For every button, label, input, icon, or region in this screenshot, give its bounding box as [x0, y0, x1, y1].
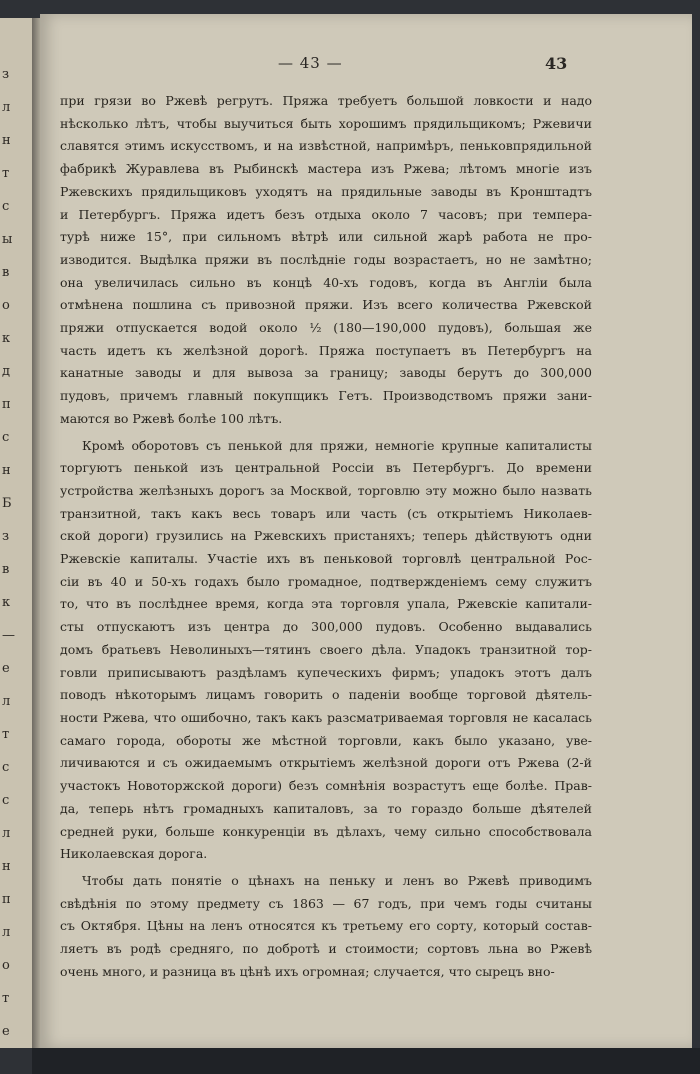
text-line: пудовъ, причемъ главный покупщикъ Гетъ. Производствомъ пряжи зани- [60, 388, 592, 404]
prev-page-fragment: о [2, 299, 10, 312]
text-line: сты отпускаютъ изъ центра до 300,000 пудовъ. Особенно выдавались [60, 619, 592, 635]
text-line: участокъ Новоторжской дороги) безъ сомнѣнія возрастутъ еще болѣе. Прав- [60, 778, 592, 794]
prev-page-fragment: т [2, 167, 10, 180]
text-line: ской дороги) грузились на Ржевскихъ пристаняхъ; теперь дѣйствуютъ одни [60, 528, 592, 544]
text-line: то, что въ послѣднее время, когда эта торговля упала, Ржевскіе капитали- [60, 596, 592, 612]
paragraph [60, 90, 592, 431]
prev-page-fragment: д [2, 365, 11, 378]
prev-page-fragment: л [2, 695, 11, 708]
text-line: маются во Ржевѣ болѣе 100 лѣтъ. [60, 410, 283, 426]
prev-page-fragment: н [2, 860, 11, 873]
paragraph [60, 435, 592, 866]
book-bottom-shadow [32, 1048, 700, 1074]
prev-page-fragment: к [2, 332, 11, 345]
prev-page-fragment: л [2, 827, 11, 840]
text-line: ляетъ въ родѣ средняго, по добротѣ и стоимости; сортовъ льна во Ржевѣ [60, 941, 592, 957]
text-line: пряжи отпускается водой около ½ (180—190,000 пудовъ), большая же [60, 320, 592, 336]
text-line: транзитной, такъ какъ весь товаръ или часть (съ открытіемъ Николаев- [60, 505, 592, 521]
prev-page-fragment: с [2, 431, 10, 444]
prev-page-fragment: в [2, 563, 10, 576]
text-line: личиваются и съ ожидаемымъ открытіемъ желѣзной дороги отъ Ржева (2-й [60, 755, 592, 771]
prev-page-fragment: н [2, 134, 11, 147]
text-line: свѣдѣнія по этому предмету съ 1863 — 67 годъ, при чемъ годы считаны [60, 895, 592, 911]
text-line: очень много, и разница въ цѣнѣ ихъ огромная; случается, что сырецъ вно- [60, 963, 555, 979]
prev-page-fragment: п [2, 398, 11, 411]
text-line: фабрикѣ Журавлева въ Рыбинскѣ мастера изъ Ржева; лѣтомъ многіе изъ [60, 161, 592, 177]
prev-page-fragment: т [2, 992, 10, 1005]
prev-page-fragment: в [2, 266, 10, 279]
text-line: торгуютъ пенькой изъ центральной Россіи въ Петербургъ. До времени [60, 460, 592, 476]
prev-page-fragment: т [2, 728, 10, 741]
prev-page-fragment: п [2, 893, 11, 906]
text-line: говли приписываютъ раздѣламъ купеческихъ фирмъ; упадокъ этотъ далъ [60, 664, 592, 680]
prev-page-fragment: с [2, 761, 10, 774]
text-line: Николаевская дорога. [60, 846, 208, 862]
paragraph [60, 870, 592, 984]
text-line: средней руки, больше конкуренціи въ дѣлахъ, чему сильно способствовала [60, 823, 592, 839]
text-line: Ржевскіе капиталы. Участіе ихъ въ пеньковой торговлѣ центральной Рос- [60, 551, 592, 567]
prev-page-fragment: о [2, 959, 10, 972]
text-line: при грязи во Ржевѣ регрутъ. Пряжа требуетъ большой ловкости и надо [60, 93, 592, 108]
book-page [40, 14, 692, 1048]
prev-page-fragment: — [2, 629, 15, 642]
prev-page-fragment: ы [2, 233, 13, 246]
text-line: поводъ нѣкоторымъ лицамъ говорить о паденіи вообще торговой дѣятель- [60, 687, 592, 703]
text-line: Кромѣ оборотовъ съ пенькой для пряжи, немногіе крупные капиталисты [82, 437, 592, 453]
text-line: домъ братьевъ Неволиныхъ—тятинъ своего дѣла. Упадокъ транзитной тор- [60, 641, 592, 657]
text-line: съ Октября. Цѣны на ленъ относятся къ третьему его сорту, который состав- [60, 918, 592, 934]
text-line: Ржевскихъ прядильщиковъ уходятъ на прядильные заводы въ Кронштадтъ [60, 183, 592, 199]
text-line: турѣ ниже 15°, при сильномъ вѣтрѣ или сильной жарѣ работа не про- [60, 229, 592, 245]
prev-page-fragment: с [2, 200, 10, 213]
text-line: сіи въ 40 и 50-хъ годахъ было громадное, подтвержденіемъ сему служитъ [60, 573, 592, 589]
page-number-corner: 43 [545, 54, 568, 73]
prev-page-fragment: з [2, 530, 10, 543]
text-line: часть идетъ къ желѣзной дорогѣ. Пряжа поступаетъ въ Петербургъ на [60, 342, 592, 358]
text-line: да, теперь нѣтъ громадныхъ капиталовъ, за то гораздо больше дѣятелей [60, 800, 592, 816]
prev-page-fragment: л [2, 101, 11, 114]
prev-page-fragment: з [2, 68, 10, 81]
prev-page-fragment: е [2, 662, 10, 675]
text-line: славятся этимъ искусствомъ, и на извѣстной, напримѣръ, пеньковпрядильной [60, 138, 592, 154]
prev-page-fragment: е [2, 1025, 10, 1038]
text-line: и Петербургъ. Пряжа идетъ безъ отдыха около 7 часовъ; при темпера- [60, 206, 592, 222]
prev-page-fragment: Б [2, 497, 12, 510]
text-line: изводится. Выдѣлка пряжи въ послѣдніе годы возрастаетъ, но не замѣтно; [60, 251, 592, 267]
text-line: устройства желѣзныхъ дорогъ за Москвой, торговлю эту можно было назвать [60, 482, 592, 498]
prev-page-fragment: к [2, 596, 11, 609]
prev-page-fragment: с [2, 794, 10, 807]
text-line: Чтобы дать понятіе о цѣнахъ на пеньку и ленъ во Ржевѣ приводимъ [82, 872, 592, 888]
text-line: канатные заводы и для вывоза за границу; заводы берутъ до 300,000 [60, 365, 592, 381]
page-body [60, 90, 592, 983]
text-line: отмѣнена пошлина съ привозной пряжи. Изъ всего количества Ржевской [60, 297, 592, 313]
page-header [40, 54, 692, 76]
text-line: ности Ржева, что ошибочно, такъ какъ разсматриваемая торговля не касалась [60, 709, 592, 725]
prev-page-fragment: л [2, 926, 11, 939]
prev-page-fragment: н [2, 464, 11, 477]
text-line: нѣсколько лѣтъ, чтобы выучиться быть хорошимъ прядильщикомъ; Ржевичи [60, 115, 592, 131]
text-line: самаго города, обороты же мѣстной торговли, какъ было указано, уве- [60, 732, 592, 748]
previous-page-edge [0, 18, 34, 1048]
text-line: она увеличилась сильно въ концѣ 40-хъ годовъ, когда въ Англіи была [60, 274, 592, 290]
page-number-center: — 43 — [278, 54, 343, 72]
